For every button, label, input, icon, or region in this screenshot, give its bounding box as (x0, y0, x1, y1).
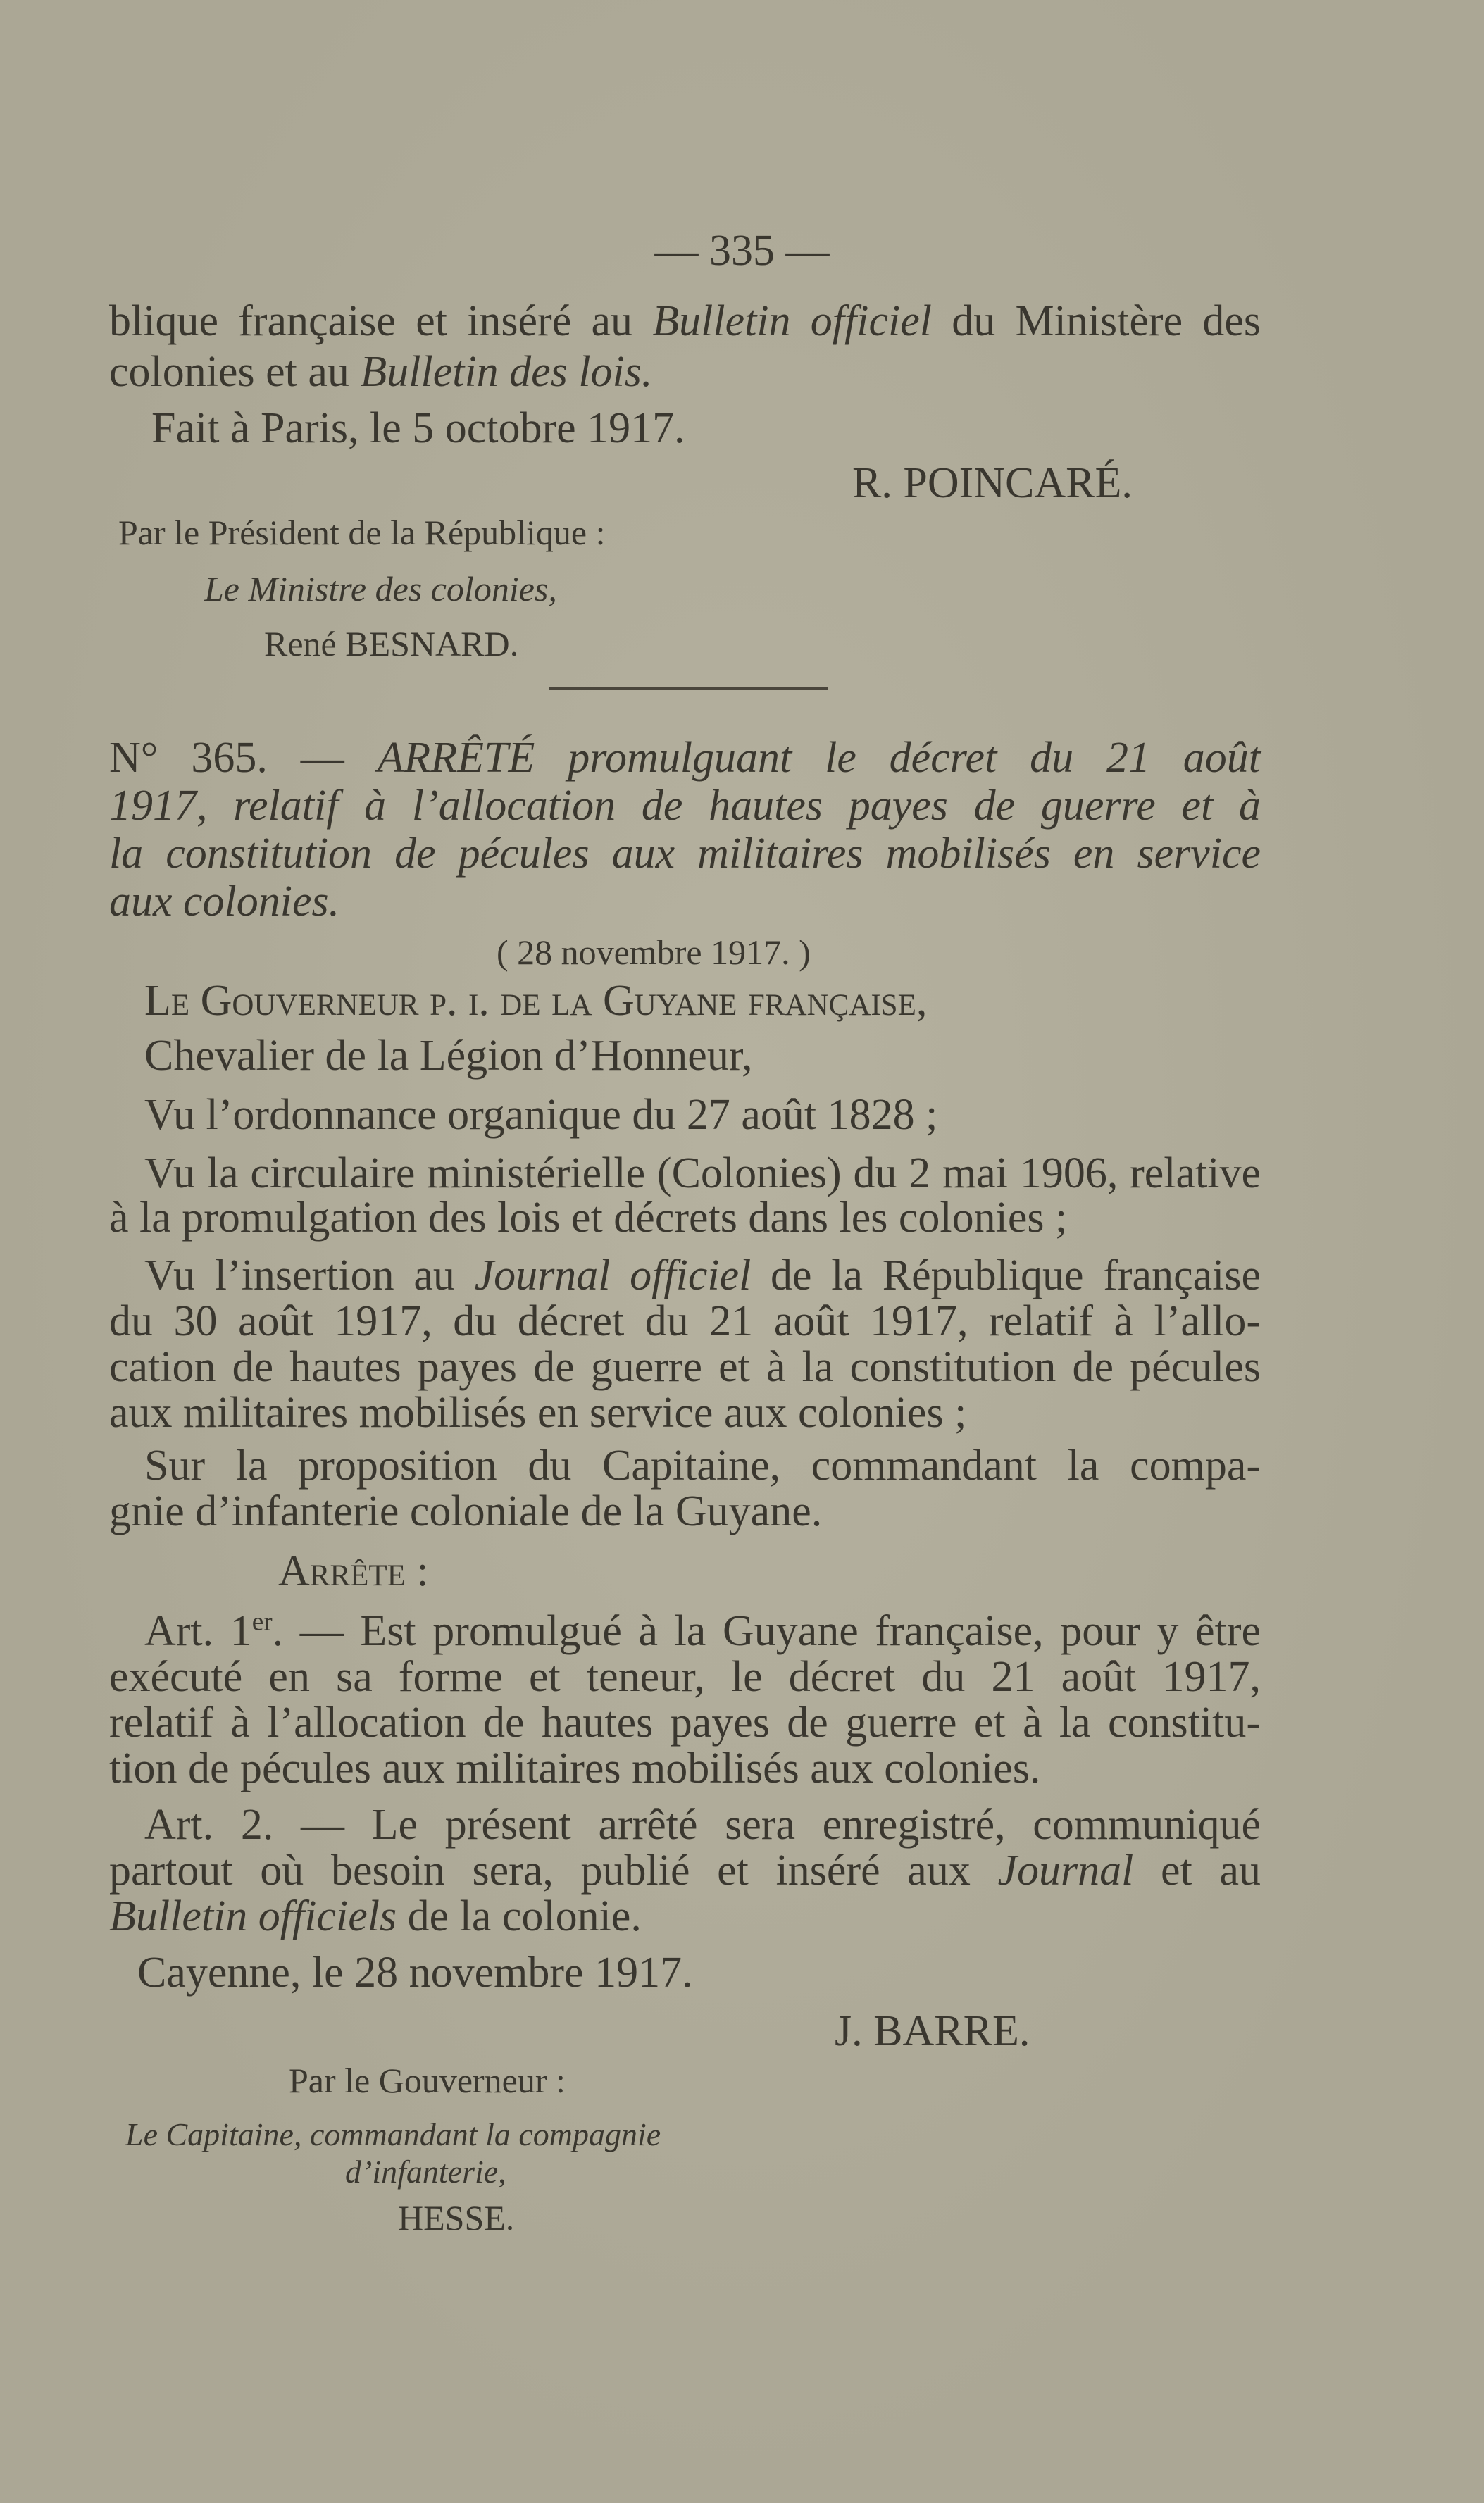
text-segment: . — Est promulgué à la Guyane française, pour y être (272, 1607, 1261, 1655)
by-president-line: Par le Président de la République : (118, 513, 606, 552)
continuation-line-1 (109, 296, 1261, 347)
decree-title-line-3: la constitution de pécules aux militaires mobilisés en service (109, 830, 1261, 878)
captain-name: HESSE. (398, 2198, 515, 2237)
by-governor-line: Par le Gouverneur : (289, 2061, 566, 2100)
article-2-line-1: Art. 2. — Le présent arrêté sera enregistré, communiqué (144, 1801, 1261, 1849)
bulletin-des-lois-ref: Bulletin des lois. (360, 348, 653, 396)
page-number: — 335 — (654, 227, 830, 275)
decree-date: ( 28 novembre 1917. ) (497, 932, 811, 972)
text-segment: Vu l’insertion au (144, 1252, 475, 1299)
sur-proposition-line-2: gnie d’infanterie coloniale de la Guyane. (109, 1487, 823, 1535)
minister-title: Le Ministre des colonies, (204, 569, 557, 608)
signatory-barre: J. BARRE. (835, 2007, 1030, 2055)
article-1-line-4: tion de pécules aux militaires mobilisés aux colonies. (109, 1744, 1041, 1792)
bulletin-officiel-ref: Bulletin officiel (652, 297, 932, 345)
sur-proposition-line-1: Sur la proposition du Capitaine, commandant la compa- (144, 1442, 1261, 1490)
signatory-poincare: R. POINCARÉ. (852, 459, 1133, 507)
text-segment: blique française et inséré au (109, 297, 653, 345)
article-1-line-3: relatif à l’allocation de hautes payes de guerre et à la constitu- (109, 1699, 1261, 1747)
chevalier-line: Chevalier de la Légion d’Honneur, (144, 1032, 753, 1080)
captain-title-line-2: d’infanterie, (345, 2154, 506, 2190)
article-1-line-2: exécuté en sa forme et teneur, le décret du 21 août 1917, (109, 1653, 1261, 1701)
article-1-line-1 (144, 1606, 1261, 1656)
journal-ref: Journal (997, 1847, 1134, 1895)
place-date-paris: Fait à Paris, le 5 octobre 1917. (151, 404, 685, 452)
text-segment: partout où besoin sera, publié et inséré aux (109, 1847, 998, 1895)
vu-ordonnance: Vu l’ordonnance organique du 27 août 1828 ; (144, 1091, 938, 1139)
section-divider (549, 687, 828, 690)
article-2-line-2 (109, 1845, 1261, 1896)
vu-insertion-line-2: du 30 août 1917, du décret du 21 août 1917, relatif à l’allo- (109, 1297, 1261, 1345)
text-segment: ARRÊTÉ promulguant le décret du 21 août (377, 734, 1261, 782)
text-segment: de la République française (751, 1252, 1261, 1299)
governor-line (144, 975, 927, 1026)
article-label: Art. 1 (144, 1607, 252, 1655)
superscript: er (251, 1607, 273, 1637)
decree-title-line-4: aux colonies. (109, 878, 340, 925)
text-segment: Le Gouverneur p. i. de la Guyane française, (144, 977, 928, 1025)
arrete-heading: Arrête : (278, 1547, 429, 1595)
vu-circulaire-line-1: Vu la circulaire ministérielle (Colonies) du 2 mai 1906, relative (144, 1149, 1261, 1197)
decree-title-line-2: 1917, relatif à l’allocation de hautes payes de guerre et à (109, 782, 1261, 830)
text-segment: de la colonie. (397, 1892, 642, 1940)
continuation-line-2 (109, 347, 1261, 397)
place-date-cayenne: Cayenne, le 28 novembre 1917. (137, 1949, 693, 1997)
decree-title-line-1 (109, 732, 1261, 783)
vu-circulaire-line-2: à la promulgation des lois et décrets dans les colonies ; (109, 1194, 1068, 1242)
minister-name: René BESNARD. (264, 624, 519, 663)
vu-insertion-line-4: aux militaires mobilisés en service aux colonies ; (109, 1389, 967, 1437)
captain-title-line-1: Le Capitaine, commandant la compagnie (125, 2116, 661, 2152)
decree-number: N° 365. — (109, 734, 378, 782)
text-segment: colonies et au (109, 348, 361, 396)
journal-officiel-ref: Journal officiel (474, 1252, 752, 1299)
text-segment: et au (1133, 1847, 1261, 1895)
text-segment: du Ministère des (931, 297, 1261, 345)
vu-insertion-line-1 (144, 1250, 1261, 1301)
vu-insertion-line-3: cation de hautes payes de guerre et à la constitution de pécules (109, 1343, 1261, 1391)
article-2-line-3 (109, 1891, 1261, 1942)
bulletin-officiels-ref: Bulletin officiels (109, 1892, 397, 1940)
